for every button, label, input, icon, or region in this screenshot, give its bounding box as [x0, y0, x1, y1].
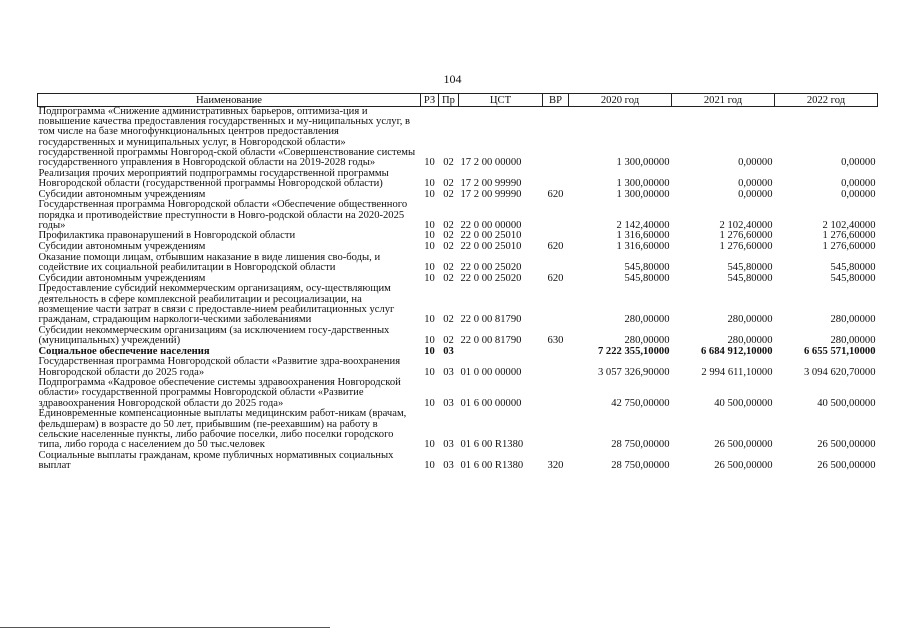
cell-vr: [543, 409, 569, 450]
cell-vr: 620: [547, 188, 564, 200]
cell-2020: 545,80000: [624, 262, 670, 274]
cell-rz: 10: [424, 334, 435, 346]
cell-2020: 42 750,00000: [611, 397, 670, 409]
cell-pr: 03: [443, 439, 454, 450]
header-2021: 2021 год: [672, 94, 775, 107]
cell-2020: 1 316,60000: [616, 241, 670, 253]
table-row: [38, 357, 878, 378]
cell-name: Субсидии автономным учреждениям: [38, 188, 206, 200]
table-body: [38, 107, 878, 472]
table-header-row: [38, 94, 878, 107]
cell-2022: 3 094 620,70000: [803, 366, 876, 378]
cell-pr: 02: [443, 272, 454, 284]
cell-name: Социальные выплаты гражданам, кроме публичных нормативных социальных выплат: [38, 449, 394, 471]
cell-cst: 01 0 00 00000: [460, 366, 522, 378]
cell-vr: [543, 107, 569, 169]
cell-cst: 22 0 00 81790: [460, 334, 522, 346]
cell-2022: 0,00000: [841, 177, 876, 189]
cell-vr: [543, 200, 569, 231]
cell-2020: 2 142,40000: [616, 219, 670, 231]
cell-cst: 17 2 00 99990: [460, 188, 522, 200]
cell-vr: [543, 347, 569, 358]
cell-2022: 545,80000: [830, 272, 876, 284]
cell-vr: 620: [547, 241, 564, 253]
cell-vr: [543, 284, 569, 325]
cell-rz: 10: [424, 188, 435, 200]
cell-2022: 1 276,60000: [822, 230, 876, 242]
cell-rz: 10: [424, 314, 435, 326]
cell-2020: 1 300,00000: [616, 188, 670, 200]
cell-2022: 2 102,40000: [822, 219, 876, 231]
cell-name: Предоставление субсидий некоммерческим организациям, осу-ществляющим деятельность в сфере комплексной реабилитации и ресоциализации, на возмещение части затрат в связи с предоставле-нием реабилитационных услуг гражданам, страдающим наркологи-ческими заболеваниями: [38, 283, 395, 326]
cell-2022: 26 500,00000: [817, 439, 876, 450]
cell-pr: 02: [443, 334, 454, 346]
cell-2021: 280,00000: [727, 314, 773, 326]
cell-2022: 26 500,00000: [817, 459, 876, 471]
cell-vr: [543, 253, 569, 274]
cell-name: Оказание помощи лицам, отбывшим наказание в виде лишения сво-боды, и содействие их социальной реабилитации в Новгородской области: [38, 251, 381, 274]
budget-table: [37, 93, 878, 472]
cell-2020: 280,00000: [624, 334, 670, 346]
header-2020: 2020 год: [569, 94, 672, 107]
cell-name: Единовременные компенсационные выплаты медицинским работ-никам (врачам, фельдшерам) в возрасте до 50 лет, прибывшим (пе-реехавшим) на работу в сельские населенные пункты, либо рабочие поселки, либо поселки городского типа, либо города с населением до 50 тыс.человек: [38, 408, 407, 450]
table-row: [38, 107, 878, 169]
cell-2022: 545,80000: [830, 262, 876, 274]
cell-rz: 10: [424, 366, 435, 378]
cell-2022: 6 655 571,10000: [803, 345, 876, 357]
table-row: [38, 326, 878, 347]
cell-2021: 2 102,40000: [719, 219, 773, 231]
cell-2020: 1 300,00000: [616, 157, 670, 169]
cell-2021: 2 994 611,10000: [701, 366, 773, 378]
cell-2021: 26 500,00000: [714, 439, 773, 450]
page-number: 104: [443, 72, 462, 86]
cell-pr: 03: [443, 459, 454, 471]
cell-cst: 22 0 00 00000: [460, 219, 522, 231]
cell-2021: 6 684 912,10000: [700, 345, 773, 357]
cell-2020: 1 300,00000: [616, 177, 670, 189]
cell-pr: 02: [443, 157, 454, 169]
cell-rz: 10: [424, 397, 435, 409]
cell-2020: 28 750,00000: [611, 439, 670, 450]
cell-2020: 280,00000: [624, 314, 670, 326]
cell-2020: 7 222 355,10000: [597, 345, 670, 357]
cell-2021: 545,80000: [727, 272, 773, 284]
cell-rz: 10: [424, 262, 435, 274]
cell-vr: 620: [547, 272, 564, 284]
cell-2022: 280,00000: [830, 314, 876, 326]
cell-2021: 545,80000: [727, 262, 773, 274]
cell-cst: 22 0 00 25010: [460, 230, 522, 242]
cell-cst: 01 6 00 00000: [460, 397, 522, 409]
cell-cst: 01 6 00 R1380: [460, 459, 524, 471]
cell-2022: 1 276,60000: [822, 241, 876, 253]
cell-cst: 01 6 00 R1380: [460, 439, 524, 450]
cell-2022: 0,00000: [841, 188, 876, 200]
cell-pr: 02: [443, 188, 454, 200]
cell-2022: 40 500,00000: [817, 397, 876, 409]
table-row: [38, 169, 878, 190]
cell-name: Подпрограмма «Снижение административных барьеров, оптимиза-ция и повышение качества предоставления государственных и му-ниципальных услуг, в том числе на базе многофункциональных центров предоставления государственных и муниципальных услуг, в Новгородской области» государственной программы Новгород-ской области «Совершенствование системы государственного управления в Новгородской области на 2019-2028 годы»: [38, 106, 416, 169]
cell-pr: 02: [443, 177, 454, 189]
table-row: [38, 451, 878, 472]
cell-pr: 03: [443, 397, 454, 409]
cell-2021: 26 500,00000: [714, 459, 773, 471]
cell-pr: 03: [443, 366, 454, 378]
cell-rz: 10: [424, 272, 435, 284]
cell-2021: 40 500,00000: [714, 397, 773, 409]
cell-2020: 545,80000: [624, 272, 670, 284]
cell-vr: [543, 378, 569, 409]
cell-pr: 02: [443, 219, 454, 231]
cell-rz: 10: [424, 439, 435, 450]
cell-rz: 10: [424, 219, 435, 231]
cell-vr: [543, 169, 569, 190]
cell-2020: 28 750,00000: [611, 459, 670, 471]
cell-cst: 17 2 00 00000: [460, 157, 522, 169]
cell-pr: 02: [443, 262, 454, 274]
cell-pr: 02: [443, 241, 454, 253]
cell-2021: 280,00000: [727, 334, 773, 346]
cell-cst: 17 2 00 99990: [460, 177, 522, 189]
cell-rz: 10: [424, 230, 435, 242]
cell-2021: 0,00000: [738, 157, 773, 169]
cell-name: Профилактика правонарушений в Новгородской области: [38, 230, 296, 242]
table-row: [38, 378, 878, 409]
cell-cst: 22 0 00 81790: [460, 314, 522, 326]
table-row: [38, 200, 878, 231]
cell-cst: 22 0 00 25020: [460, 272, 522, 284]
table-row: [38, 253, 878, 274]
header-pr: Пр: [439, 94, 459, 107]
cell-pr: 03: [443, 345, 454, 357]
cell-name: Государственная программа Новгородской области «Развитие здра-воохранения Новгородской области до 2025 года»: [38, 356, 401, 378]
cell-name: Реализация прочих мероприятий подпрограммы государственной программы Новгородской области (государственной программы Новгородской области): [38, 167, 389, 189]
cell-rz: 10: [424, 459, 435, 471]
cell-cst: 22 0 00 25010: [460, 241, 522, 253]
cell-pr: 02: [443, 230, 454, 242]
cell-name: Субсидии некоммерческим организациям (за исключением госу-дарственных (муниципальных) учреждений): [38, 324, 390, 346]
cell-pr: 02: [443, 314, 454, 326]
header-vr: ВР: [543, 94, 569, 107]
table-row: [38, 284, 878, 325]
cell-cst: [459, 347, 543, 358]
cell-rz: 10: [424, 157, 435, 169]
cell-vr: [543, 357, 569, 378]
cell-2021: 0,00000: [738, 177, 773, 189]
cell-2021: 1 276,60000: [719, 230, 773, 242]
cell-vr: 630: [547, 334, 564, 346]
header-rz: РЗ: [421, 94, 439, 107]
cell-2022: 0,00000: [841, 157, 876, 169]
cell-2022: 280,00000: [830, 334, 876, 346]
cell-cst: 22 0 00 25020: [460, 262, 522, 274]
cell-rz: 10: [424, 241, 435, 253]
cell-2020: 1 316,60000: [616, 230, 670, 242]
footer-rule: [0, 627, 330, 628]
cell-name: Подпрограмма «Кадровое обеспечение системы здравоохранения Новгородской области» государственной программы Новгородской области «Развитие здравоохранения Новгородской области до 2025 года»: [38, 377, 401, 409]
cell-2020: 3 057 326,90000: [597, 366, 670, 378]
cell-name: Государственная программа Новгородской области «Обеспечение общественного порядка и противодействие преступности в Новго-родской области на 2020-2025 годы»: [38, 199, 408, 231]
cell-name: Субсидии автономным учреждениям: [38, 272, 206, 284]
table-row: [38, 409, 878, 450]
header-name: Наименование: [38, 94, 421, 107]
cell-rz: 10: [424, 177, 435, 189]
cell-name: Социальное обеспечение населения: [38, 345, 210, 357]
cell-2021: 0,00000: [738, 188, 773, 200]
header-2022: 2022 год: [775, 94, 878, 107]
cell-name: Субсидии автономным учреждениям: [38, 241, 206, 253]
cell-rz: 10: [424, 345, 435, 357]
cell-2021: 1 276,60000: [719, 241, 773, 253]
cell-vr: 320: [547, 459, 564, 471]
header-cst: ЦСТ: [459, 94, 543, 107]
